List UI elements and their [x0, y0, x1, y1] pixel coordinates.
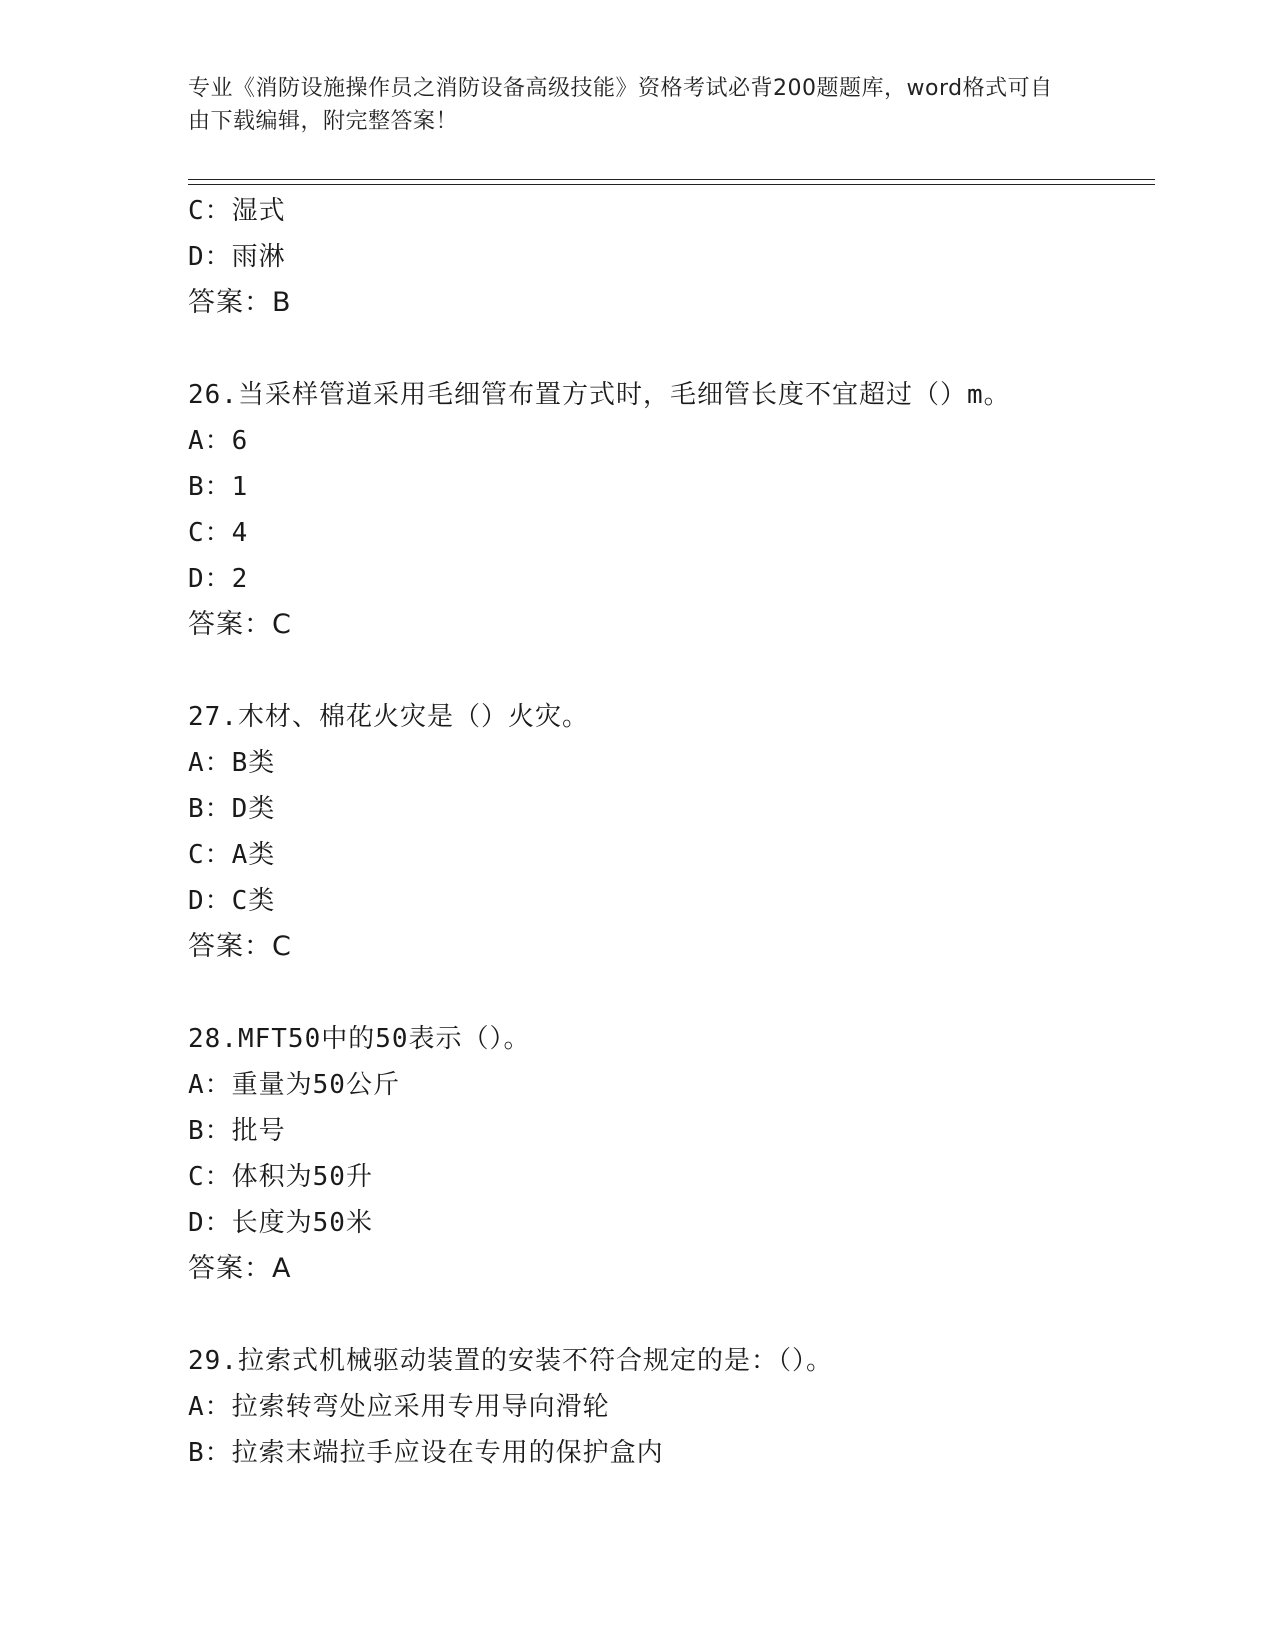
- answer-line: 答案：C: [188, 931, 292, 962]
- option-line: B：D类: [188, 794, 276, 824]
- question-line: 26.当采样管道采用毛细管布置方式时，毛细管长度不宜超过（）m。: [188, 380, 1011, 410]
- blank-line: [188, 1292, 1155, 1338]
- option-line: A：重量为50公斤: [188, 1070, 400, 1100]
- option-line: D：雨淋: [188, 242, 286, 272]
- answer-line: 答案：B: [188, 287, 292, 318]
- question-line: 27.木材、棉花火灾是（）火灾。: [188, 702, 589, 732]
- option-line: A：B类: [188, 748, 276, 778]
- option-line: D：C类: [188, 886, 276, 916]
- question-list: [188, 188, 1155, 1476]
- page-header: 专业《消防设施操作员之消防设备高级技能》资格考试必背200题题库，word格式可自由下载编辑，附完整答案！: [188, 76, 1053, 134]
- option-line: B：拉索末端拉手应设在专用的保护盒内: [188, 1438, 664, 1468]
- blank-line: [188, 648, 1155, 694]
- question-line: 28.MFT50中的50表示（）。: [188, 1024, 531, 1054]
- option-line: C：体积为50升: [188, 1162, 373, 1192]
- answer-line: 答案：C: [188, 609, 292, 640]
- option-line: A：6: [188, 426, 249, 456]
- option-line: D：2: [188, 564, 249, 594]
- header-rule-bottom: [188, 184, 1155, 185]
- option-line: B：1: [188, 472, 249, 502]
- option-line: C：4: [188, 518, 249, 548]
- option-line: C：湿式: [188, 196, 286, 226]
- option-line: C：A类: [188, 840, 276, 870]
- blank-line: [188, 326, 1155, 372]
- option-line: A：拉索转弯处应采用专用导向滑轮: [188, 1392, 610, 1422]
- blank-line: [188, 970, 1155, 1016]
- header-rule-top: [188, 179, 1155, 180]
- question-line: 29.拉索式机械驱动装置的安装不符合规定的是：（）。: [188, 1346, 833, 1376]
- answer-line: 答案：A: [188, 1253, 292, 1284]
- option-line: B：批号: [188, 1116, 286, 1146]
- option-line: D：长度为50米: [188, 1208, 373, 1238]
